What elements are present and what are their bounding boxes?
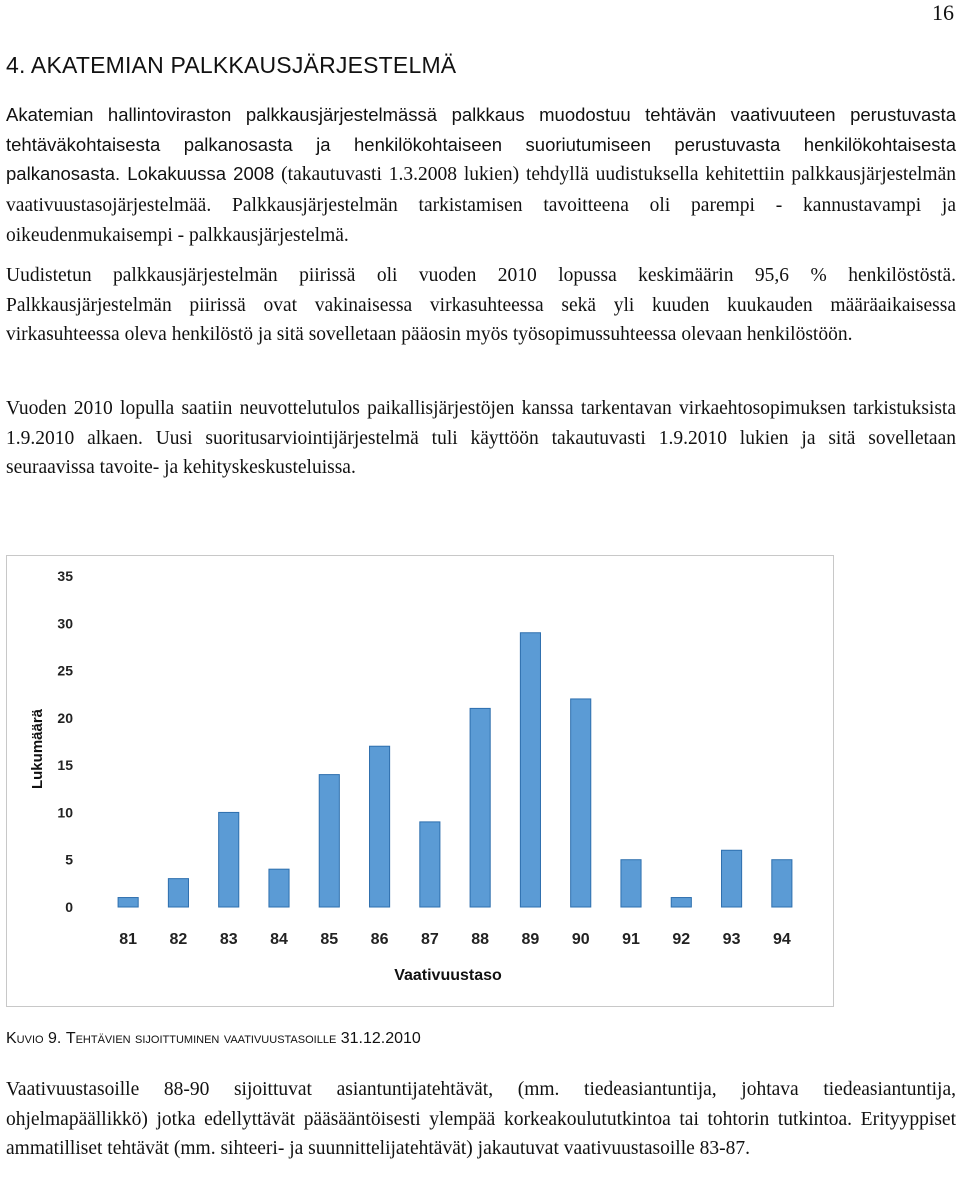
bar-86 [370, 746, 390, 907]
section-heading: 4. AKATEMIAN PALKKAUSJÄRJESTELMÄ [6, 52, 457, 78]
bar-92 [671, 898, 691, 907]
y-tick-label: 25 [57, 662, 73, 679]
x-tick-label: 94 [772, 931, 791, 948]
bar-83 [219, 812, 239, 907]
paragraph-levels: Vaativuustasoille 88-90 sijoittuvat asiantuntijatehtävät, (mm. tiedeasiantuntija, johtava tiedeasiantuntija, ohjelmapäällikkö) jotka edellyttävät pääsääntöisesti ylempää korkeakoulututkintoa tai tohtorin tutkintoa. Erityyppiset ammatilliset tehtävät (mm. sihteeri- ja suunnittelijatehtävät) jakautuvat vaativuustasoille 83-87. [6, 1079, 956, 1159]
y-tick-label: 10 [57, 804, 73, 821]
y-tick-label: 0 [65, 899, 73, 915]
x-tick-label: 84 [270, 931, 288, 948]
x-tick-label: 87 [420, 931, 439, 948]
x-tick-label: 93 [722, 931, 741, 948]
caption-number: Kuvio 9. [6, 1030, 62, 1047]
bar-84 [269, 869, 289, 907]
x-tick-label: 86 [370, 931, 389, 948]
bar-chart [6, 555, 834, 1007]
y-tick-label: 5 [65, 851, 73, 868]
page-number: 16 [932, 0, 954, 25]
paragraph-coverage: Uudistetun palkkausjärjestelmän piirissä oli vuoden 2010 lopussa keskimäärin 95,6 % henkilöstöstä. Palkkausjärjestelmän piirissä ovat vakinaisessa virkasuhteessa sekä yli kuuden kuukauden määräaikaisessa virkasuhteessa oleva henkilöstö ja sitä sovelletaan pääosin myös työsopimussuhteessa olevaan henkilöstöön. [6, 265, 956, 345]
paragraph-negotiation: Vuoden 2010 lopulla saatiin neuvottelutulos paikallisjärjestöjen kanssa tarkentavan virkaehtosopimuksen tarkistuksista 1.9.2010 alkaen. Uusi suoritusarviointijärjestelmä tuli käyttöön takautuvasti 1.9.2010 lukien ja sitä sovelletaan seuraavissa tavoite- ja kehityskeskusteluissa. [6, 398, 956, 478]
y-tick-label: 35 [57, 568, 73, 584]
x-tick-label: 91 [622, 931, 640, 948]
x-tick-label: 90 [571, 931, 590, 948]
paragraph-intro [6, 100, 956, 251]
bar-87 [420, 822, 440, 907]
x-tick-label: 92 [672, 931, 691, 948]
y-axis-ticks [57, 568, 73, 915]
x-axis-ticks [119, 931, 791, 948]
bars-group [118, 633, 792, 907]
y-tick-label: 15 [57, 757, 73, 774]
bar-94 [772, 860, 792, 907]
paragraph-intro-part1: Akatemian hallintoviraston palkkausjärjestelmässä palkkaus muodostuu tehtävän vaativuuteen perustuvasta tehtäväkohtaisesta palkanosasta ja henkilökohtaiseen suoriutumiseen perustuvasta henkilökohtaisesta palkanosasta. Lokakuussa 2008 [6, 104, 956, 184]
x-tick-label: 83 [219, 931, 238, 948]
caption-date: 31.12.2010 [340, 1030, 421, 1047]
x-tick-label: 88 [471, 931, 490, 948]
x-tick-label: 85 [320, 931, 339, 948]
x-tick-label: 89 [521, 931, 540, 948]
bar-81 [118, 898, 138, 907]
x-tick-label: 81 [119, 931, 138, 948]
y-tick-label: 30 [57, 615, 73, 632]
paragraph-intro-part2: (takautuvasti 1.3.2008 lukien) tehdyllä uudistuksella kehitettiin palkkausjärjestelmän vaativuustasojärjestelmää. Palkkausjärjestelmän tarkistamisen tavoitteena oli parempi - kannustavampi ja oikeudenmukaisempi - palkkausjärjestelmä. [6, 164, 956, 246]
y-axis-title: Lukumäärä [29, 708, 46, 790]
bar-chart-svg [7, 556, 833, 1006]
bar-88 [470, 708, 490, 907]
bar-82 [168, 879, 188, 907]
bar-91 [621, 860, 641, 907]
bar-93 [722, 850, 742, 907]
bar-85 [319, 775, 339, 907]
figure-caption [6, 1030, 421, 1048]
x-tick-label: 82 [169, 931, 188, 948]
bar-89 [520, 633, 540, 907]
y-tick-label: 20 [57, 709, 73, 726]
caption-text: Tehtävien sijoittuminen vaativuustasoille [65, 1030, 337, 1047]
bar-90 [571, 699, 591, 907]
x-axis-title: Vaativuustaso [394, 967, 502, 984]
